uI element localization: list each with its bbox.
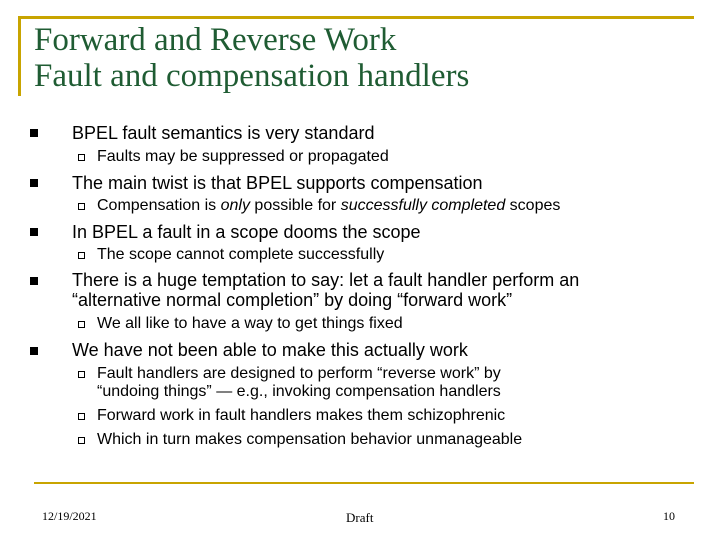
hollow-square-bullet-icon bbox=[78, 321, 85, 328]
sub-text-part: Compensation is bbox=[97, 197, 221, 214]
sub-bullet-text bbox=[97, 197, 560, 215]
emphasis-only: only bbox=[220, 197, 250, 214]
sub-text-part: scopes bbox=[505, 197, 561, 214]
square-bullet-icon bbox=[30, 347, 38, 355]
bullet-text: The main twist is that BPEL supports compensation bbox=[72, 173, 483, 193]
bullet-text: We have not been able to make this actually work bbox=[72, 340, 468, 360]
hollow-square-bullet-icon bbox=[78, 413, 85, 420]
bullet-text-line-2: “alternative normal completion” by doing “forward work” bbox=[72, 290, 513, 310]
footer-draft-label: Draft bbox=[346, 510, 374, 525]
footer-divider bbox=[34, 482, 694, 484]
sub-bullet-text: The scope cannot complete successfully bbox=[97, 246, 385, 263]
bullet-text: In BPEL a fault in a scope dooms the scope bbox=[72, 222, 421, 242]
hollow-square-bullet-icon bbox=[78, 437, 85, 444]
sub-bullet-text-line-2: “undoing things” — e.g., invoking compensation handlers bbox=[97, 383, 501, 400]
page-number: 10 bbox=[663, 509, 675, 523]
hollow-square-bullet-icon bbox=[78, 371, 85, 378]
sub-text-part: possible for bbox=[249, 197, 341, 214]
bullet-text: BPEL fault semantics is very standard bbox=[72, 123, 375, 143]
sub-bullet-text: We all like to have a way to get things fixed bbox=[97, 315, 403, 332]
hollow-square-bullet-icon bbox=[78, 154, 85, 161]
square-bullet-icon bbox=[30, 228, 38, 236]
sub-bullet-text: Forward work in fault handlers makes them schizophrenic bbox=[97, 407, 506, 424]
sub-bullet-text-line-1: Fault handlers are designed to perform “reverse work” by bbox=[97, 365, 501, 382]
square-bullet-icon bbox=[30, 277, 38, 285]
footer-date: 12/19/2021 bbox=[42, 509, 97, 523]
square-bullet-icon bbox=[30, 129, 38, 137]
sub-bullet-text: Faults may be suppressed or propagated bbox=[97, 148, 389, 165]
emphasis-successfully-completed: successfully completed bbox=[340, 197, 506, 214]
hollow-square-bullet-icon bbox=[78, 203, 85, 210]
hollow-square-bullet-icon bbox=[78, 252, 85, 259]
bullet-text-line-1: There is a huge temptation to say: let a fault handler perform an bbox=[72, 270, 580, 290]
sub-bullet-text: Which in turn makes compensation behavior unmanageable bbox=[97, 431, 523, 448]
title-line-2: Fault and compensation handlers bbox=[34, 58, 470, 94]
title-line-1: Forward and Reverse Work bbox=[34, 22, 397, 58]
square-bullet-icon bbox=[30, 179, 38, 187]
